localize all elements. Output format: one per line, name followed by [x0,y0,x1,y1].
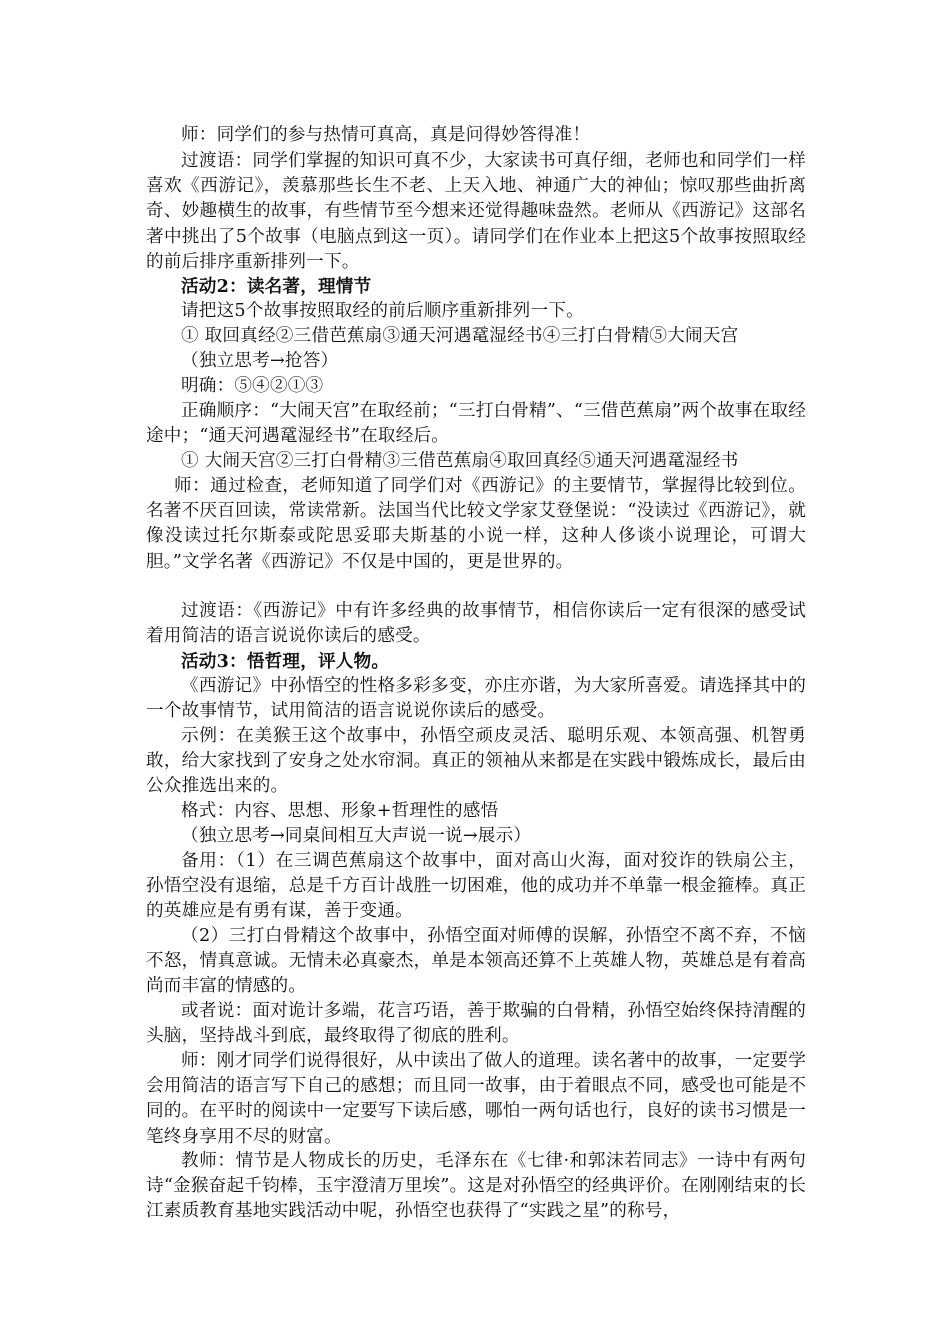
heading-activity-3: 活动3：悟哲理，评人物。 [181,651,390,672]
heading-activity-2: 活动2：读名著，理情节 [181,276,372,297]
paragraph-character-intro: 《西游记》中孙悟空的性格多彩多变，亦庄亦谐，为大家所喜爱。请选择其中的一个故事情节，试用简洁的语言说说你读后的感受。 [146,676,806,722]
paragraph-alternative: 或者说：面对诡计多端，花言巧语，善于欺骗的白骨精，孙悟空始终保持清醒的头脑，坚持战斗到底，最终取得了彻底的胜利。 [146,1001,806,1047]
paragraph-process: （独立思考→同桌间相互大声说一说→展示） [181,826,532,846]
paragraph-format: 格式：内容、思想、形象+哲理性的感悟 [181,801,499,821]
paragraph-answer: 明确：⑤④②①③ [181,376,324,396]
paragraph-example: 示例：在美猴王这个故事中，孙悟空顽皮灵活、聪明乐观、本领高强、机智勇敢，给大家找到了安身之处水帘洞。真正的领袖从来都是在实践中锻炼成长，最后由公众推选出来的。 [146,726,806,797]
paragraph-transition-2: 过渡语：《西游记》中有许多经典的故事情节，相信你读后一定有很深的感受试着用简洁的语言说说你读后的感受。 [146,601,806,647]
paragraph-backup-2: （2）三打白骨精这个故事中，孙悟空面对师傅的误解，孙悟空不离不弃，不恼不怒，情真意诚。无情未必真豪杰，单是本领高还算不上英雄人物，英雄总是有着高尚而丰富的情感的。 [146,926,806,997]
paragraph-story-list: ① 取回真经②三借芭蕉扇③通天河遇鼋湿经书④三打白骨精⑤大闹天宫 [181,326,739,346]
paragraph-teacher-closing: 教师：情节是人物成长的历史，毛泽东在《七律·和郭沫若同志》一诗中有两句诗“金猴奋起千钧棒，玉宇澄清万里埃”。这是对孙悟空的经典评价。在刚刚结束的长江素质教育基地实践活动中呢，孙悟空也获得了“实践之星”的称号， [146,1151,806,1222]
paragraph-teacher-summary: 师：刚才同学们说得很好，从中读出了做人的道理。读名著中的故事，一定要学会用简洁的语言写下自己的感想；而且同一故事，由于着眼点不同，感受也可能是不同的。在平时的阅读中一定要写下读后感，哪怕一两句话也行，良好的读书习惯是一笔终身享用不尽的财富。 [146,1051,806,1147]
paragraph-transition-1: 过渡语：同学们掌握的知识可真不少，大家读书可真仔细，老师也和同学们一样喜欢《西游记》，羡慕那些长生不老、上天入地、神通广大的神仙；惊叹那些曲折离奇、妙趣横生的故事，有些情节至今想来还觉得趣味盎然。老师从《西游记》这部名著中挑出了5个故事（电脑点到这一页）。请同学们在作业本上把这5个故事按照取经的前后排序重新排列一下。 [146,151,806,272]
paragraph-teacher-praise: 师：同学们的参与热情可真高，真是问得妙答得准！ [181,125,591,145]
paragraph-correct-order: 正确顺序：“大闹天宫”在取经前；“三打白骨精”、“三借芭蕉扇”两个故事在取经途中；“通天河遇鼋湿经书”在取经后。 [146,401,806,447]
paragraph-teacher-comment: 师：通过检查，老师知道了同学们对《西游记》的主要情节，掌握得比较到位。名著不厌百回读，常读常新。法国当代比较文学家艾登堡说：“没读过《西游记》，就像没读过托尔斯泰或陀思妥耶夫斯基的小说一样，这种人侈谈小说理论，可谓大胆。”文学名著《西游记》不仅是中国的，更是世界的。 [146,476,806,572]
paragraph-backup-1: 备用：（1）在三调芭蕉扇这个故事中，面对高山火海，面对狡诈的铁扇公主，孙悟空没有退缩，总是千方百计战胜一切困难，他的成功并不单靠一根金箍棒。真正的英雄应是有勇有谋，善于变通。 [146,851,806,922]
paragraph-ordered-list: ① 大闹天宫②三打白骨精③三借芭蕉扇④取回真经⑤通天河遇鼋湿经书 [181,451,739,471]
paragraph-instruction: 请把这5个故事按照取经的前后顺序重新排列一下。 [181,301,584,321]
paragraph-think-answer: （独立思考→抢答） [181,351,339,371]
